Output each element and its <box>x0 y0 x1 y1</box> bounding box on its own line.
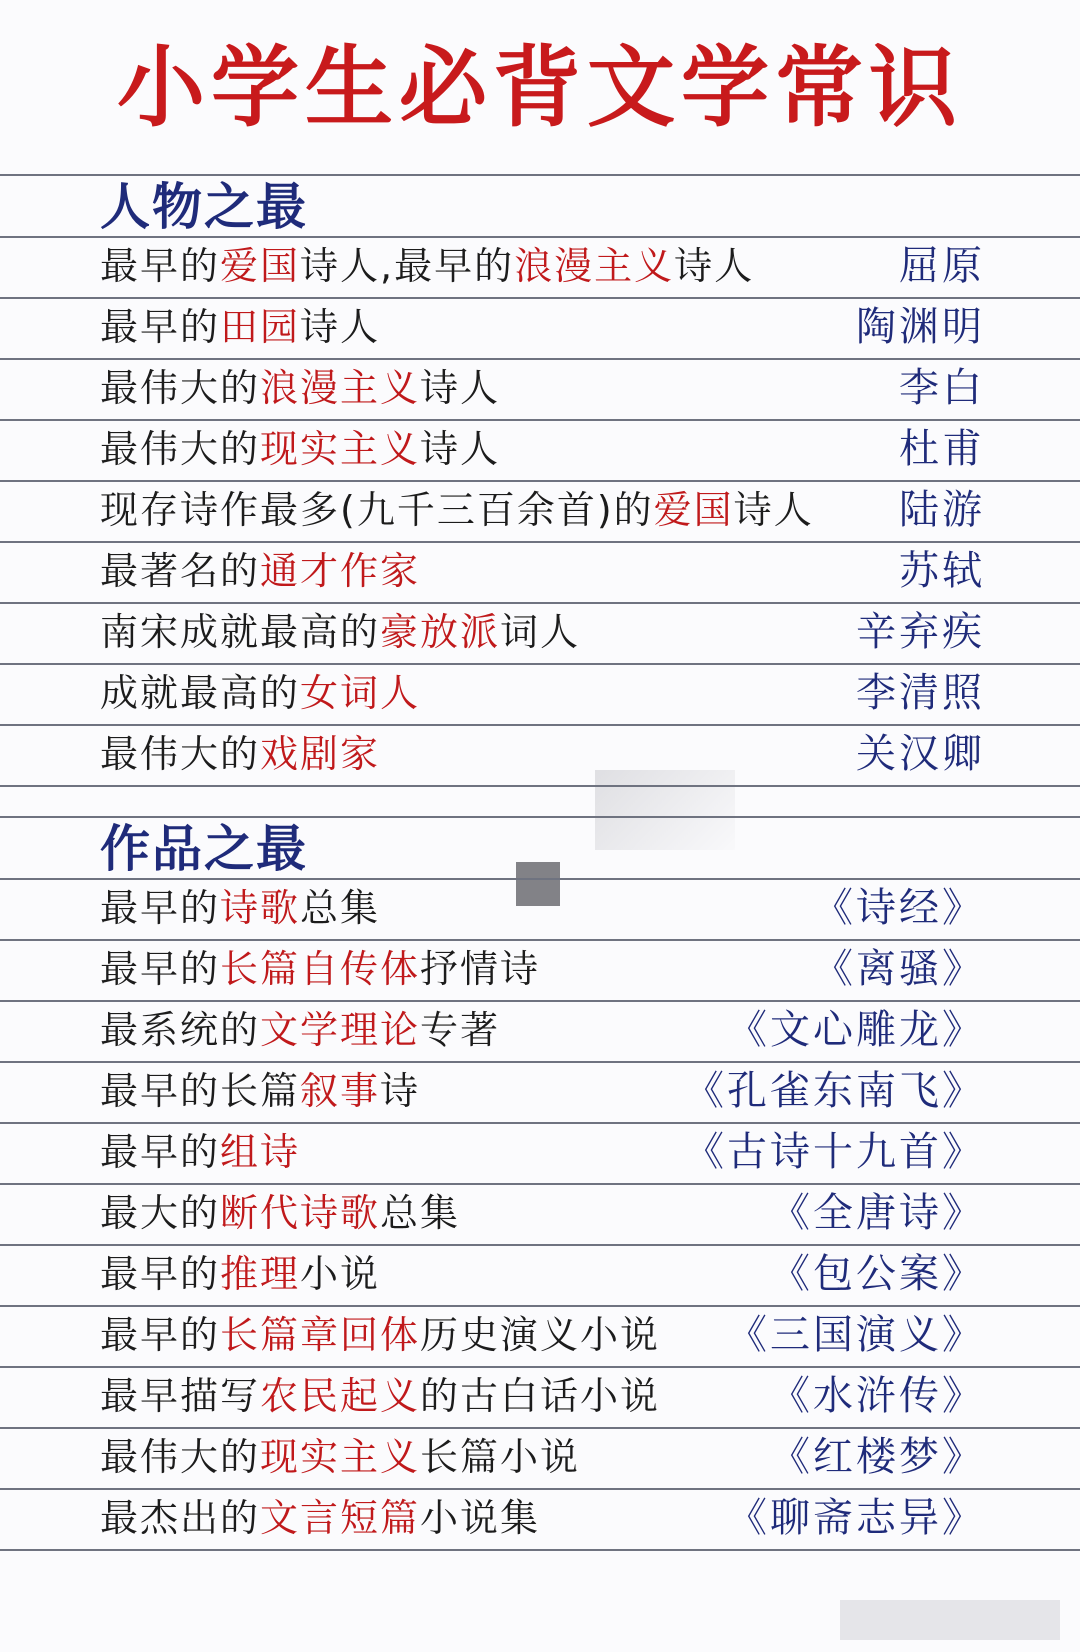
highlight-text: 文学理论 <box>260 1008 421 1052</box>
list-item <box>0 1061 1080 1122</box>
list-item <box>0 663 1080 724</box>
item-answer: 《诗经》 <box>813 885 985 931</box>
plain-text: 最早的 <box>100 1313 221 1357</box>
plain-text: 最早的 <box>100 886 221 930</box>
plain-text: 长篇小说 <box>420 1435 581 1479</box>
watermark-blur <box>516 862 560 906</box>
highlight-text: 组诗 <box>220 1130 301 1174</box>
item-answer: 《水浒传》 <box>770 1373 985 1419</box>
list-item <box>0 358 1080 419</box>
highlight-text: 长篇章回体 <box>220 1313 421 1357</box>
plain-text: 最杰出的 <box>100 1496 261 1540</box>
item-answer: 《包公案》 <box>770 1251 985 1297</box>
ruled-line <box>0 724 1080 726</box>
highlight-text: 浪漫主义 <box>260 366 421 410</box>
list-item <box>0 419 1080 480</box>
highlight-text: 长篇自传体 <box>220 947 421 991</box>
plain-text: 专著 <box>420 1008 501 1052</box>
highlight-text: 农民起义 <box>260 1374 421 1418</box>
ruled-line <box>0 1000 1080 1002</box>
plain-text: 诗人 <box>674 244 755 288</box>
ruled-line <box>0 236 1080 238</box>
item-description <box>100 541 420 602</box>
plain-text: 成就最高的 <box>100 671 301 715</box>
item-answer: 屈原 <box>899 243 985 289</box>
plain-text: 最系统的 <box>100 1008 261 1052</box>
highlight-text: 叙事 <box>300 1069 381 1113</box>
plain-text: 诗人 <box>420 366 501 410</box>
highlight-text: 现实主义 <box>260 427 421 471</box>
item-description <box>100 1183 460 1244</box>
plain-text: 词人 <box>500 610 581 654</box>
item-answer: 陆游 <box>899 487 985 533</box>
list-item <box>0 480 1080 541</box>
item-answer: 李白 <box>899 365 985 411</box>
list-item <box>0 1122 1080 1183</box>
plain-text: 总集 <box>300 886 381 930</box>
item-answer: 杜甫 <box>899 426 985 472</box>
item-description <box>100 1122 300 1183</box>
list-item <box>0 236 1080 297</box>
item-answer: 《聊斋志异》 <box>727 1495 985 1541</box>
highlight-text: 豪放派 <box>380 610 501 654</box>
ruled-line <box>0 1427 1080 1429</box>
item-answer: 辛弃疾 <box>856 609 985 655</box>
plain-text: 小说 <box>300 1252 381 1296</box>
list-item <box>0 602 1080 663</box>
item-description <box>100 236 754 297</box>
item-description <box>100 1000 500 1061</box>
item-description <box>100 663 420 724</box>
ruled-line <box>0 1122 1080 1124</box>
ruled-line <box>0 1244 1080 1246</box>
list-item <box>0 1488 1080 1549</box>
ruled-line <box>0 663 1080 665</box>
plain-text: 最著名的 <box>100 549 261 593</box>
ruled-line <box>0 174 1080 176</box>
ruled-line <box>0 480 1080 482</box>
ruled-line <box>0 1488 1080 1490</box>
plain-text: 最早的 <box>100 947 221 991</box>
list-item <box>0 1305 1080 1366</box>
list-item <box>0 541 1080 602</box>
plain-text: 诗人 <box>300 305 381 349</box>
page-title: 小学生必背文学常识 <box>116 35 963 139</box>
item-description <box>100 1366 660 1427</box>
item-description <box>100 1061 420 1122</box>
highlight-text: 断代诗歌 <box>220 1191 381 1235</box>
plain-text: 诗人 <box>733 488 814 532</box>
item-description <box>100 1244 380 1305</box>
item-description <box>100 480 814 541</box>
ruled-line <box>0 878 1080 880</box>
highlight-text: 通才作家 <box>260 549 421 593</box>
item-answer: 《红楼梦》 <box>770 1434 985 1480</box>
list-item <box>0 1427 1080 1488</box>
plain-text: 最早的 <box>100 244 221 288</box>
item-answer: 《三国演义》 <box>727 1312 985 1358</box>
plain-text: 最伟大的 <box>100 1435 261 1479</box>
plain-text: 诗人,最早的 <box>300 244 515 288</box>
plain-text: 历史演义小说 <box>420 1313 661 1357</box>
section-heading-people: 人物之最 <box>100 177 308 236</box>
ruled-line <box>0 816 1080 818</box>
item-description <box>100 1488 540 1549</box>
plain-text: 现存诗作最多(九千三百余首)的 <box>100 488 654 532</box>
highlight-text: 现实主义 <box>260 1435 421 1479</box>
ruled-line <box>0 1549 1080 1551</box>
highlight-text: 爱国 <box>653 488 734 532</box>
list-item <box>0 297 1080 358</box>
ruled-line <box>0 939 1080 941</box>
plain-text: 最早的 <box>100 1130 221 1174</box>
watermark-blur <box>595 770 735 850</box>
ruled-line <box>0 541 1080 543</box>
item-answer: 《古诗十九首》 <box>684 1129 985 1175</box>
highlight-text: 戏剧家 <box>260 732 381 776</box>
plain-text: 最大的 <box>100 1191 221 1235</box>
item-answer: 陶渊明 <box>856 304 985 350</box>
ruled-line <box>0 785 1080 787</box>
item-answer: 关汉卿 <box>856 731 985 777</box>
highlight-text: 推理 <box>220 1252 301 1296</box>
highlight-text: 女词人 <box>300 671 421 715</box>
ruled-line <box>0 419 1080 421</box>
item-answer: 《全唐诗》 <box>770 1190 985 1236</box>
plain-text: 最早的长篇 <box>100 1069 301 1113</box>
plain-text: 南宋成就最高的 <box>100 610 381 654</box>
item-answer: 《孔雀东南飞》 <box>684 1068 985 1114</box>
highlight-text: 文言短篇 <box>260 1496 421 1540</box>
item-description <box>100 602 580 663</box>
plain-text: 的古白话小说 <box>420 1374 661 1418</box>
item-description <box>100 358 500 419</box>
ruled-line <box>0 1366 1080 1368</box>
item-description <box>100 878 380 939</box>
item-answer: 《文心雕龙》 <box>727 1007 985 1053</box>
plain-text: 最早的 <box>100 305 221 349</box>
highlight-text: 爱国 <box>220 244 301 288</box>
ruled-line <box>0 1305 1080 1307</box>
list-item <box>0 1183 1080 1244</box>
list-item <box>0 724 1080 785</box>
item-description <box>100 1305 660 1366</box>
item-description <box>100 1427 580 1488</box>
ruled-line <box>0 358 1080 360</box>
item-description <box>100 297 380 358</box>
plain-text: 最伟大的 <box>100 732 261 776</box>
ruled-line <box>0 1061 1080 1063</box>
plain-text: 诗 <box>380 1069 421 1113</box>
ruled-line <box>0 602 1080 604</box>
item-answer: 《离骚》 <box>813 946 985 992</box>
highlight-text: 诗歌 <box>220 886 301 930</box>
plain-text: 小说集 <box>420 1496 541 1540</box>
plain-text: 最伟大的 <box>100 366 261 410</box>
plain-text: 抒情诗 <box>420 947 541 991</box>
item-answer: 苏轼 <box>899 548 985 594</box>
ruled-line <box>0 1183 1080 1185</box>
section-heading-works: 作品之最 <box>100 819 308 878</box>
item-description <box>100 939 540 1000</box>
watermark-blur <box>840 1600 1060 1640</box>
list-item <box>0 1000 1080 1061</box>
plain-text: 最早的 <box>100 1252 221 1296</box>
plain-text: 诗人 <box>420 427 501 471</box>
list-item <box>0 1244 1080 1305</box>
plain-text: 最早描写 <box>100 1374 261 1418</box>
item-description <box>100 724 380 785</box>
plain-text: 总集 <box>380 1191 461 1235</box>
highlight-text: 浪漫主义 <box>514 244 675 288</box>
item-answer: 李清照 <box>856 670 985 716</box>
list-item <box>0 1366 1080 1427</box>
ruled-line <box>0 297 1080 299</box>
plain-text: 最伟大的 <box>100 427 261 471</box>
list-item <box>0 939 1080 1000</box>
highlight-text: 田园 <box>220 305 301 349</box>
item-description <box>100 419 500 480</box>
